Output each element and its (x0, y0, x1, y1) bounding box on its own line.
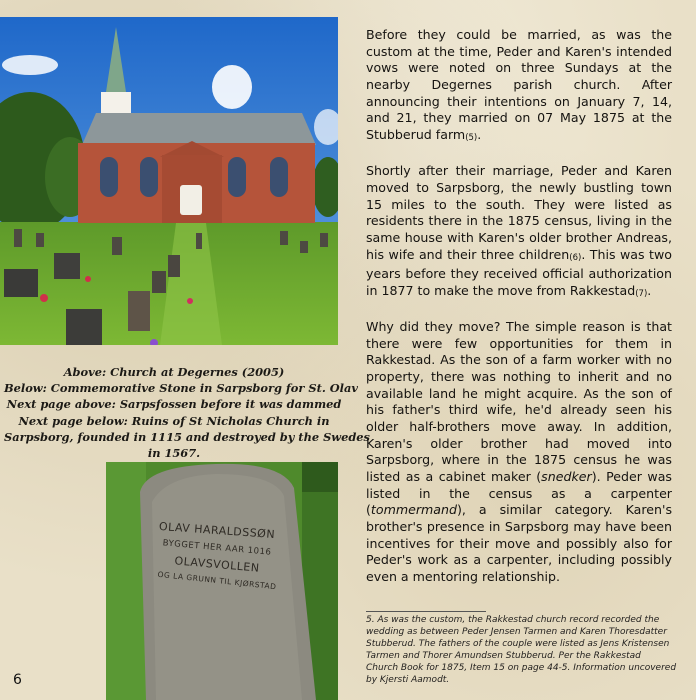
caption-line: Next page below: Ruins of St Nicholas Church in (18, 413, 330, 428)
footnote-ref: (6) (569, 252, 582, 263)
photo-caption (4, 364, 370, 461)
footnote (366, 615, 676, 686)
inscription-line: OLAV HARALDSSØN (158, 519, 276, 542)
church-photo-art (0, 17, 338, 345)
inscription-line: BYGGET HER AAR 1016 (162, 538, 272, 558)
footnote-line: Stubberud. The fathers of the couple were listed as Jens Kristensen (366, 638, 670, 649)
stone-photo (106, 462, 338, 700)
footnote-ref: (7) (635, 288, 648, 299)
footnote-line: by Kjersti Aamodt. (366, 674, 450, 685)
caption-line: Sarpsborg, founded in 1115 and destroyed by the Swedes (4, 429, 370, 444)
body-text (366, 27, 672, 602)
norwegian-term: tommermand (370, 502, 457, 518)
church-photo (0, 17, 338, 345)
caption-line: Below: Commemorative Stone in Sarpsborg for St. Olav (4, 381, 359, 396)
footnote-ref: (5) (465, 132, 478, 143)
inscription-line: OLAVSVOLLEN (173, 554, 261, 575)
footnote-line: 5. As was the custom, the Rakkestad church record recorded the (366, 615, 660, 625)
inscription-line: OG LA GRUNN TIL KJØRSTAD (157, 569, 277, 592)
footnote-divider (366, 611, 486, 612)
footnote-line: Church Book for 1875, Item 15 on page 44-5. Information uncovered (366, 662, 677, 673)
paragraph: Why did they move? The simple reason is that there were few opportunities for them in Rakkestad. As the son of a farm worker with no property, there was nothing to inherit and no available land he might acquire. As the son of his father's third wife, he'd already seen his older half-brothers move away. In addition, Karen's older brother had moved into Sarpsborg, where in the 1875 census he was listed as a cabinet maker (snedker). Peder was listed in the census as a carpenter (tommermand), a similar category. Karen's brother's presence in Sarpsborg may have been incentives for their move and possibly also for Peder's work as a carpenter, including possibly even a mentoring relationship. (366, 319, 672, 584)
norwegian-term: snedker (541, 469, 592, 485)
paragraph: Shortly after their marriage, Peder and Karen moved to Sarpsborg, the newly bustling town 15 miles to the south. They were listed as residents there in the 1875 census, living in the same house with Karen's older brother Andreas, his wife and their three children$_{(6)}$. This was two years before they received official authorization in 1877 to make the move from Rakkestad$_{(7)}$. (366, 163, 672, 299)
footnote-line: Tarmen and Thorer Amundsen Stubberud. Per the Rakkestad (366, 650, 641, 661)
footnote-line: wedding as between Peder Jensen Tarmen and Karen Thoresdatter (366, 626, 667, 637)
caption-line: Next page above: Sarpsfossen before it was dammed (6, 397, 342, 412)
page-number: 6 (13, 672, 22, 688)
caption-line: Above: Church at Degernes (2005) (63, 365, 285, 379)
paragraph: Before they could be married, as was the custom at the time, Peder and Karen's intended vows were noted on three Sundays at the nearby Degernes parish church. After announcing their intentions on January 7, 14, and 21, they married on 07 May 1875 at the Stubberud farm$_{(5)}$. (366, 27, 672, 143)
stone-inscription (142, 519, 292, 592)
caption-line: in 1567. (147, 446, 201, 461)
